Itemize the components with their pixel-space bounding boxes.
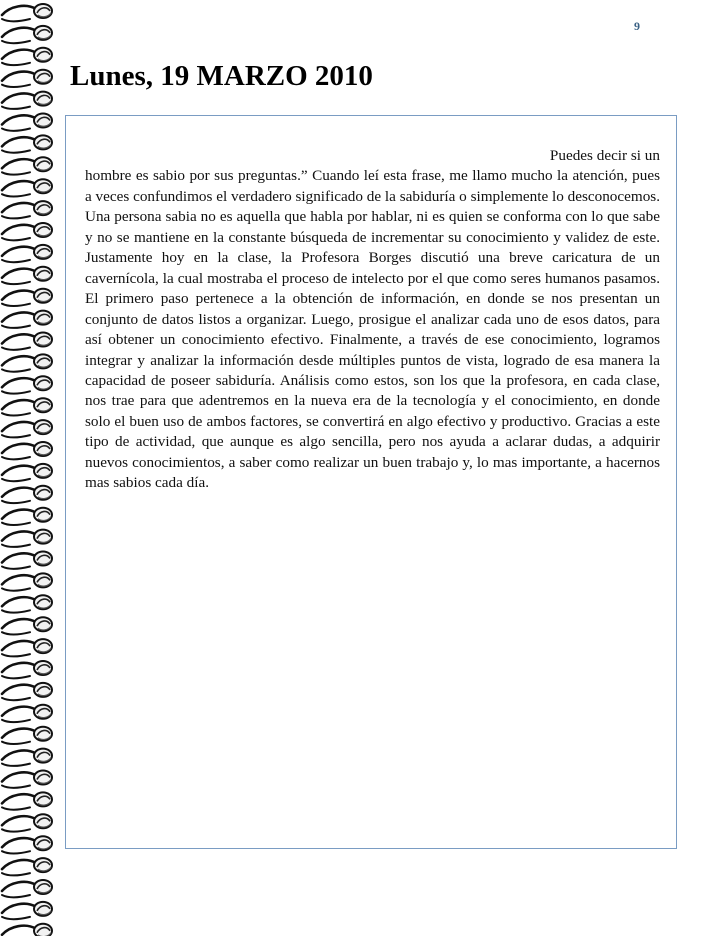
spiral-ring-icon bbox=[2, 179, 52, 196]
spiral-ring-icon bbox=[2, 464, 52, 481]
spiral-ring-icon bbox=[2, 573, 52, 590]
page-number: 9 bbox=[634, 19, 640, 33]
spiral-ring-icon bbox=[2, 114, 52, 131]
spiral-ring-icon bbox=[2, 376, 52, 393]
spiral-ring-icon bbox=[2, 223, 52, 240]
spiral-ring-icon bbox=[2, 639, 52, 656]
spiral-ring-icon bbox=[2, 771, 52, 788]
spiral-ring-icon bbox=[2, 157, 52, 174]
spiral-ring-icon bbox=[2, 92, 52, 109]
spiral-ring-icon bbox=[2, 595, 52, 612]
entry-opening-line: Puedes decir si un bbox=[549, 147, 660, 164]
spiral-ring-icon bbox=[2, 814, 52, 831]
spiral-ring-icon bbox=[2, 530, 52, 547]
spiral-ring-icon bbox=[2, 398, 52, 415]
spiral-ring-icon bbox=[2, 4, 52, 21]
spiral-ring-icon bbox=[2, 70, 52, 87]
spiral-ring-icon bbox=[2, 311, 52, 328]
spiral-ring-icon bbox=[2, 442, 52, 459]
spiral-ring-icon bbox=[2, 26, 52, 43]
spiral-ring-icon bbox=[2, 245, 52, 262]
journal-entry-text bbox=[85, 146, 660, 494]
spiral-ring-icon bbox=[2, 617, 52, 634]
spiral-ring-icon bbox=[2, 836, 52, 853]
spiral-ring-icon bbox=[2, 727, 52, 744]
spiral-ring-icon bbox=[2, 486, 52, 503]
spiral-ring-icon bbox=[2, 420, 52, 437]
spiral-ring-icon bbox=[2, 902, 52, 919]
spiral-ring-icon bbox=[2, 858, 52, 875]
spiral-ring-icon bbox=[2, 683, 52, 700]
spiral-ring-icon bbox=[2, 354, 52, 371]
spiral-ring-icon bbox=[2, 661, 52, 678]
spiral-ring-icon bbox=[2, 289, 52, 306]
entry-body: hombre es sabio por sus preguntas.” Cuando leí esta frase, me llamo mucho la atención, pues a veces confundimos el verdadero significado de la sabiduría o simplemente lo desconocemos. Una persona sabia no es aquella que habla por hablar, ni es quien se conforma con lo que sabe y no se mantiene en la constante búsqueda de incrementar su conocimiento y validez de este. Justamente hoy en la clase, la Profesora Borges discutió una breve caricatura de un cavernícola, la cual mostraba el proceso de intelecto por el que como seres humanos pasamos. El primero paso pertenece a la obtención de información, en donde se nos presentan un conjunto de datos listos a organizar. Luego, prosigue el analizar cada uno de esos datos, para así obtener un conocimiento efectivo. Finalmente, a través de ese conocimiento, logramos integrar y analizar la información desde múltiples puntos de vista, logrado de esa manera la capacidad de poseer sabiduría. Análisis como estos, son los que la profesora, en cada clase, nos trae para que adentremos en la nueva era de la tecnología y el conocimiento, en donde solo el buen uso de ambos factores, se convertirá en algo efectivo y productivo. Gracias a este tipo de actividad, que aunque es algo sencilla, pero nos ayuda a aclarar dudas, a adquirir nuevos conocimientos, a saber como realizar un buen trabajo y, lo mas importante, a hacernos mas sabios cada día. bbox=[85, 167, 660, 492]
spiral-ring-icon bbox=[2, 552, 52, 569]
spiral-ring-icon bbox=[2, 135, 52, 152]
spiral-ring-icon bbox=[2, 749, 52, 766]
spiral-ring-icon bbox=[2, 792, 52, 809]
spiral-ring-icon bbox=[2, 508, 52, 525]
spiral-ring-icon bbox=[2, 201, 52, 218]
spiral-ring-icon bbox=[2, 705, 52, 722]
entry-date-heading: Lunes, 19 MARZO 2010 bbox=[70, 60, 373, 92]
spiral-binding bbox=[0, 0, 60, 936]
spiral-ring-icon bbox=[2, 333, 52, 350]
spiral-ring-icon bbox=[2, 267, 52, 284]
spiral-ring-icon bbox=[2, 48, 52, 65]
spiral-ring-icon bbox=[2, 924, 52, 936]
spiral-ring-icon bbox=[2, 880, 52, 897]
